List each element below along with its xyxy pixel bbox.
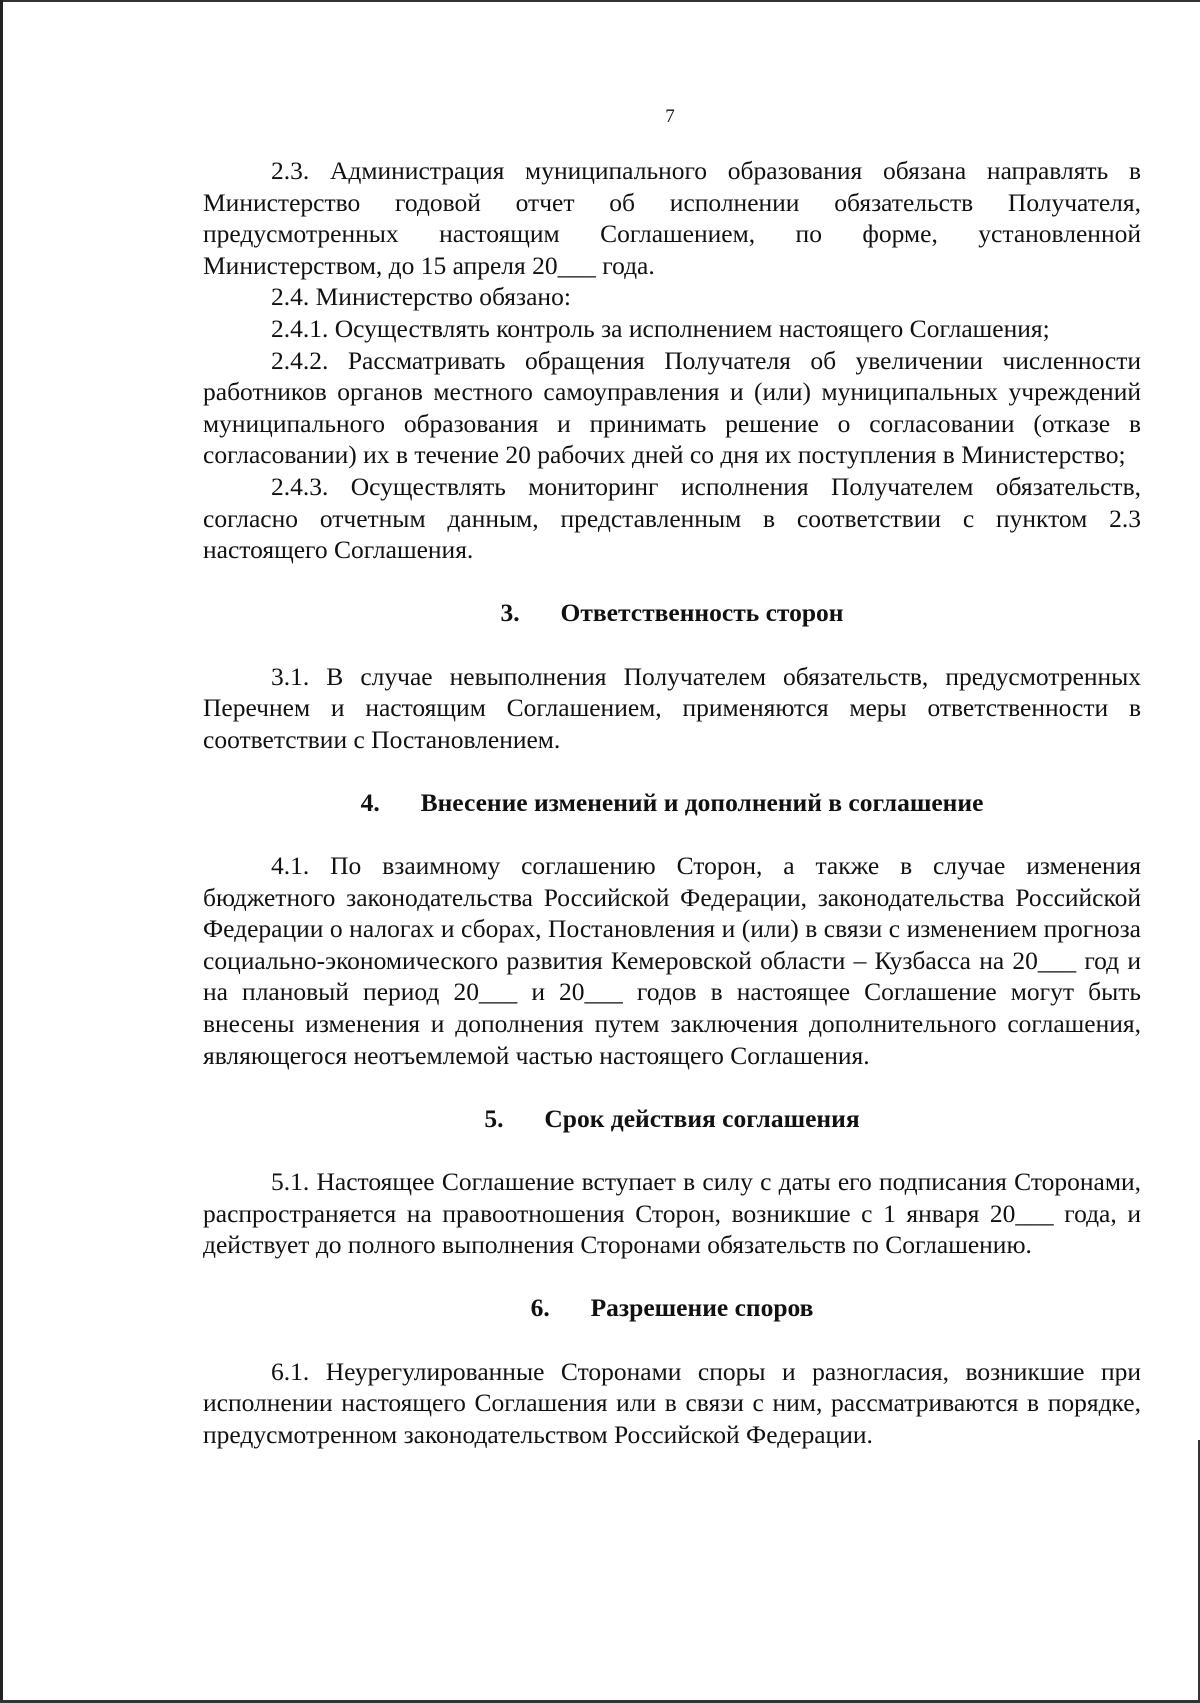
section-heading-4 <box>203 787 1141 819</box>
paragraph-3-1: 3.1. В случае невыполнения Получателем обязательств, предусмотренных Перечнем и настоящим Соглашением, применяются меры ответственности в соответствии с Постановлением. <box>203 661 1141 754</box>
section-number: 3. <box>500 598 520 628</box>
section-number: 5. <box>484 1103 504 1133</box>
paragraph-4-1: 4.1. По взаимному соглашению Сторон, а также в случае изменения бюджетного законодательства Российской Федерации, законодательства Российской Федерации о налогах и сборах, Постановления и (или) в связи с изменением прогноза социально-экономического развития Кемеровской области – Кузбасса на 20___ год и на плановый период 20___ и 20___ годов в настоящее Соглашение могут быть внесены изменения и дополнения путем заключения дополнительного соглашения, являющегося неотъемлемой частью настоящего Соглашения. <box>203 851 1141 1070</box>
paragraph-6-1: 6.1. Неурегулированные Сторонами споры и разногласия, возникшие при исполнении настоящего Соглашения или в связи с ним, рассматриваются в порядке, предусмотренном законодательством Российской Федерации. <box>203 1356 1141 1449</box>
paragraph-5-1: 5.1. Настоящее Соглашение вступает в силу с даты его подписания Сторонами, распространяется на правоотношения Сторон, возникшие с 1 января 20___ года, и действует до полного выполнения Сторонами обязательств по Соглашению. <box>203 1167 1141 1260</box>
scan-edge-left <box>0 0 3 1703</box>
section-title: Срок действия соглашения <box>544 1103 860 1133</box>
paragraph-2-3: 2.3. Администрация муниципального образования обязана направлять в Министерство годовой отчет об исполнении обязательств Получателя, предусмотренных настоящим Соглашением, по форме, установленной Министерством, до 15 апреля 20___ года. <box>203 156 1141 280</box>
section-heading-3 <box>203 597 1141 629</box>
section-title: Внесение изменений и дополнений в соглашение <box>420 787 984 817</box>
section-heading-5 <box>203 1103 1141 1135</box>
paragraph-2-4-3: 2.4.3. Осуществлять мониторинг исполнения Получателем обязательств, согласно отчетным данным, представленным в соответствии с пунктом 2.3 настоящего Соглашения. <box>203 471 1141 565</box>
section-title: Разрешение споров <box>590 1293 814 1323</box>
paragraph-2-4-2: 2.4.2. Рассматривать обращения Получателя об увеличении численности работников органов местного самоуправления и (или) муниципальных учреждений муниципального образования и принимать решение о согласовании (отказе в согласовании) их в течение 20 рабочих дней со дня их поступления в Министерство; <box>203 345 1141 470</box>
paragraph-2-4: 2.4. Министерство обязано: <box>271 282 571 312</box>
scan-edge-top <box>0 0 1200 2</box>
document-body <box>203 155 1141 1450</box>
section-heading-6 <box>203 1292 1141 1324</box>
page-number: 7 <box>665 106 675 127</box>
section-number: 4. <box>360 787 380 817</box>
section-title: Ответственность сторон <box>560 598 844 628</box>
paragraph-2-4-1: 2.4.1. Осуществлять контроль за исполнением настоящего Соглашения; <box>271 313 1050 343</box>
section-number: 6. <box>530 1293 550 1323</box>
